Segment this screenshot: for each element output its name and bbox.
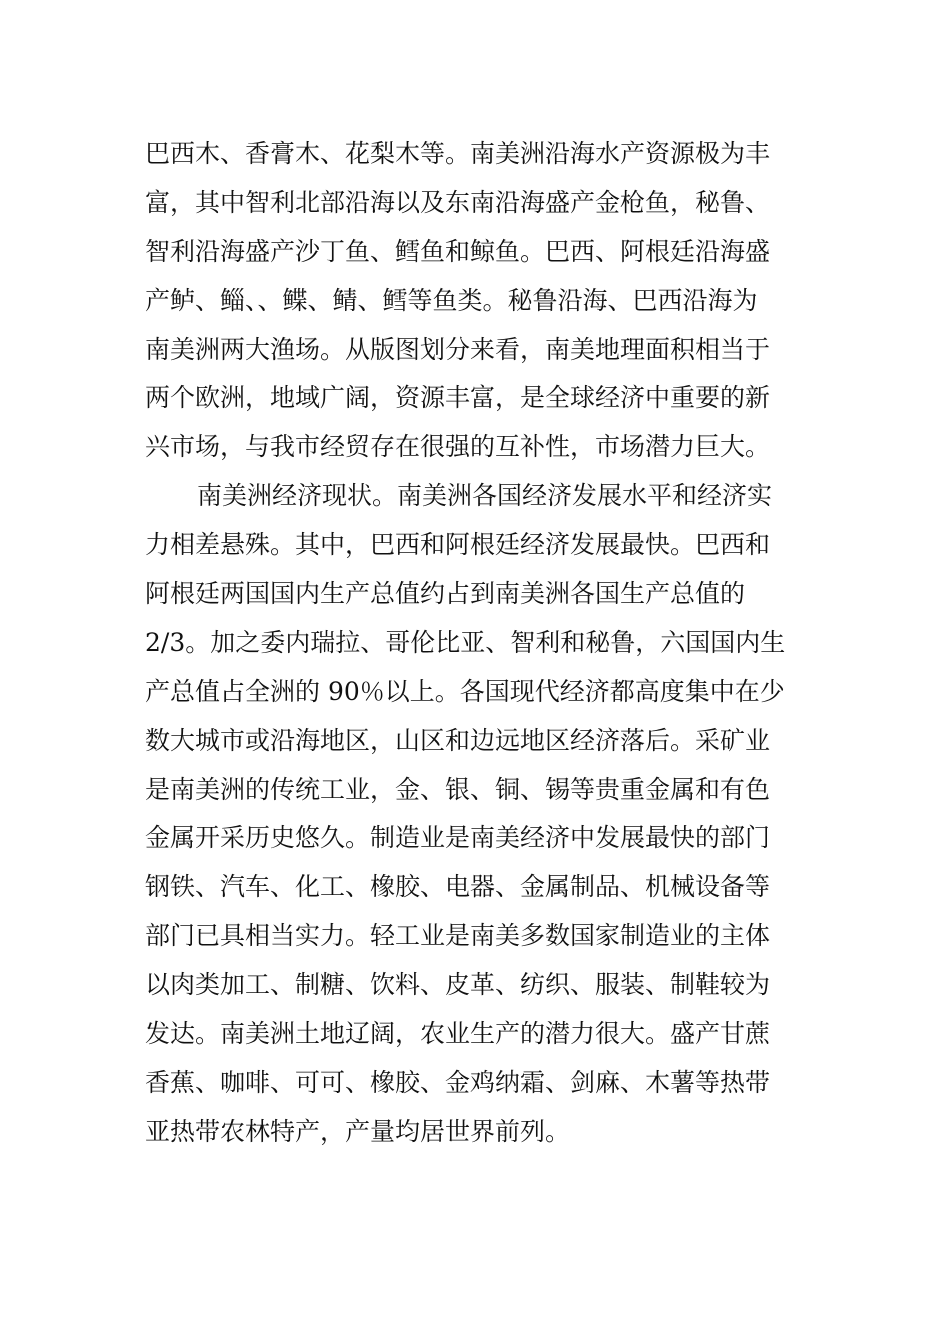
- paragraph-2: [145, 472, 810, 1156]
- text-line: 产总值占全洲的 90％以上。各国现代经济都高度集中在少: [145, 676, 785, 706]
- text-line: 阿根廷两国国内生产总值约占到南美洲各国生产总值的: [145, 579, 746, 609]
- text-line: 发达。南美洲土地辽阔，农业生产的潜力很大。盛产甘蔗: [145, 1019, 771, 1049]
- text-line: 部门已具相当实力。轻工业是南美多数国家制造业的主体: [145, 921, 771, 951]
- text-line: 兴市场，与我市经贸存在很强的互补性，市场潜力巨大。: [145, 432, 771, 462]
- text-line: 南美洲两大渔场。从版图划分来看，南美地理面积相当于: [145, 334, 771, 364]
- text-line: 富，其中智利北部沿海以及东南沿海盛产金枪鱼，秘鲁、: [145, 187, 771, 217]
- text-line: 是南美洲的传统工业，金、银、铜、锡等贵重金属和有色: [145, 774, 771, 804]
- body-text: [145, 130, 810, 1157]
- text-line: 金属开采历史悠久。制造业是南美经济中发展最快的部门: [145, 823, 771, 853]
- text-line: 2/3。加之委内瑞拉、哥伦比亚、智利和秘鲁，六国国内生: [145, 627, 786, 657]
- text-line: 数大城市或沿海地区，山区和边远地区经济落后。采矿业: [145, 725, 771, 755]
- text-line: 两个欧洲，地域广阔，资源丰富，是全球经济中重要的新: [145, 383, 771, 413]
- text-line: 巴西木、香膏木、花梨木等。南美洲沿海水产资源极为丰: [145, 139, 771, 168]
- text-line: 钢铁、汽车、化工、橡胶、电器、金属制品、机械设备等: [145, 872, 771, 902]
- text-line: 智利沿海盛产沙丁鱼、鳕鱼和鲸鱼。巴西、阿根廷沿海盛: [145, 236, 771, 266]
- text-line: 亚热带农林特产，产量均居世界前列。: [145, 1116, 571, 1146]
- text-line: 以肉类加工、制糖、饮料、皮革、纺织、服装、制鞋较为: [145, 970, 771, 1000]
- text-line: 产鲈、鲻、、鲽、鲭、鳕等鱼类。秘鲁沿海、巴西沿海为: [145, 285, 758, 315]
- text-line: 香蕉、咖啡、可可、橡胶、金鸡纳霜、剑麻、木薯等热带: [145, 1067, 771, 1097]
- text-line: 南美洲经济现状。南美洲各国经济发展水平和经济实: [197, 481, 773, 511]
- paragraph-1: [145, 130, 810, 472]
- text-line: 力相差悬殊。其中，巴西和阿根廷经济发展最快。巴西和: [145, 530, 771, 560]
